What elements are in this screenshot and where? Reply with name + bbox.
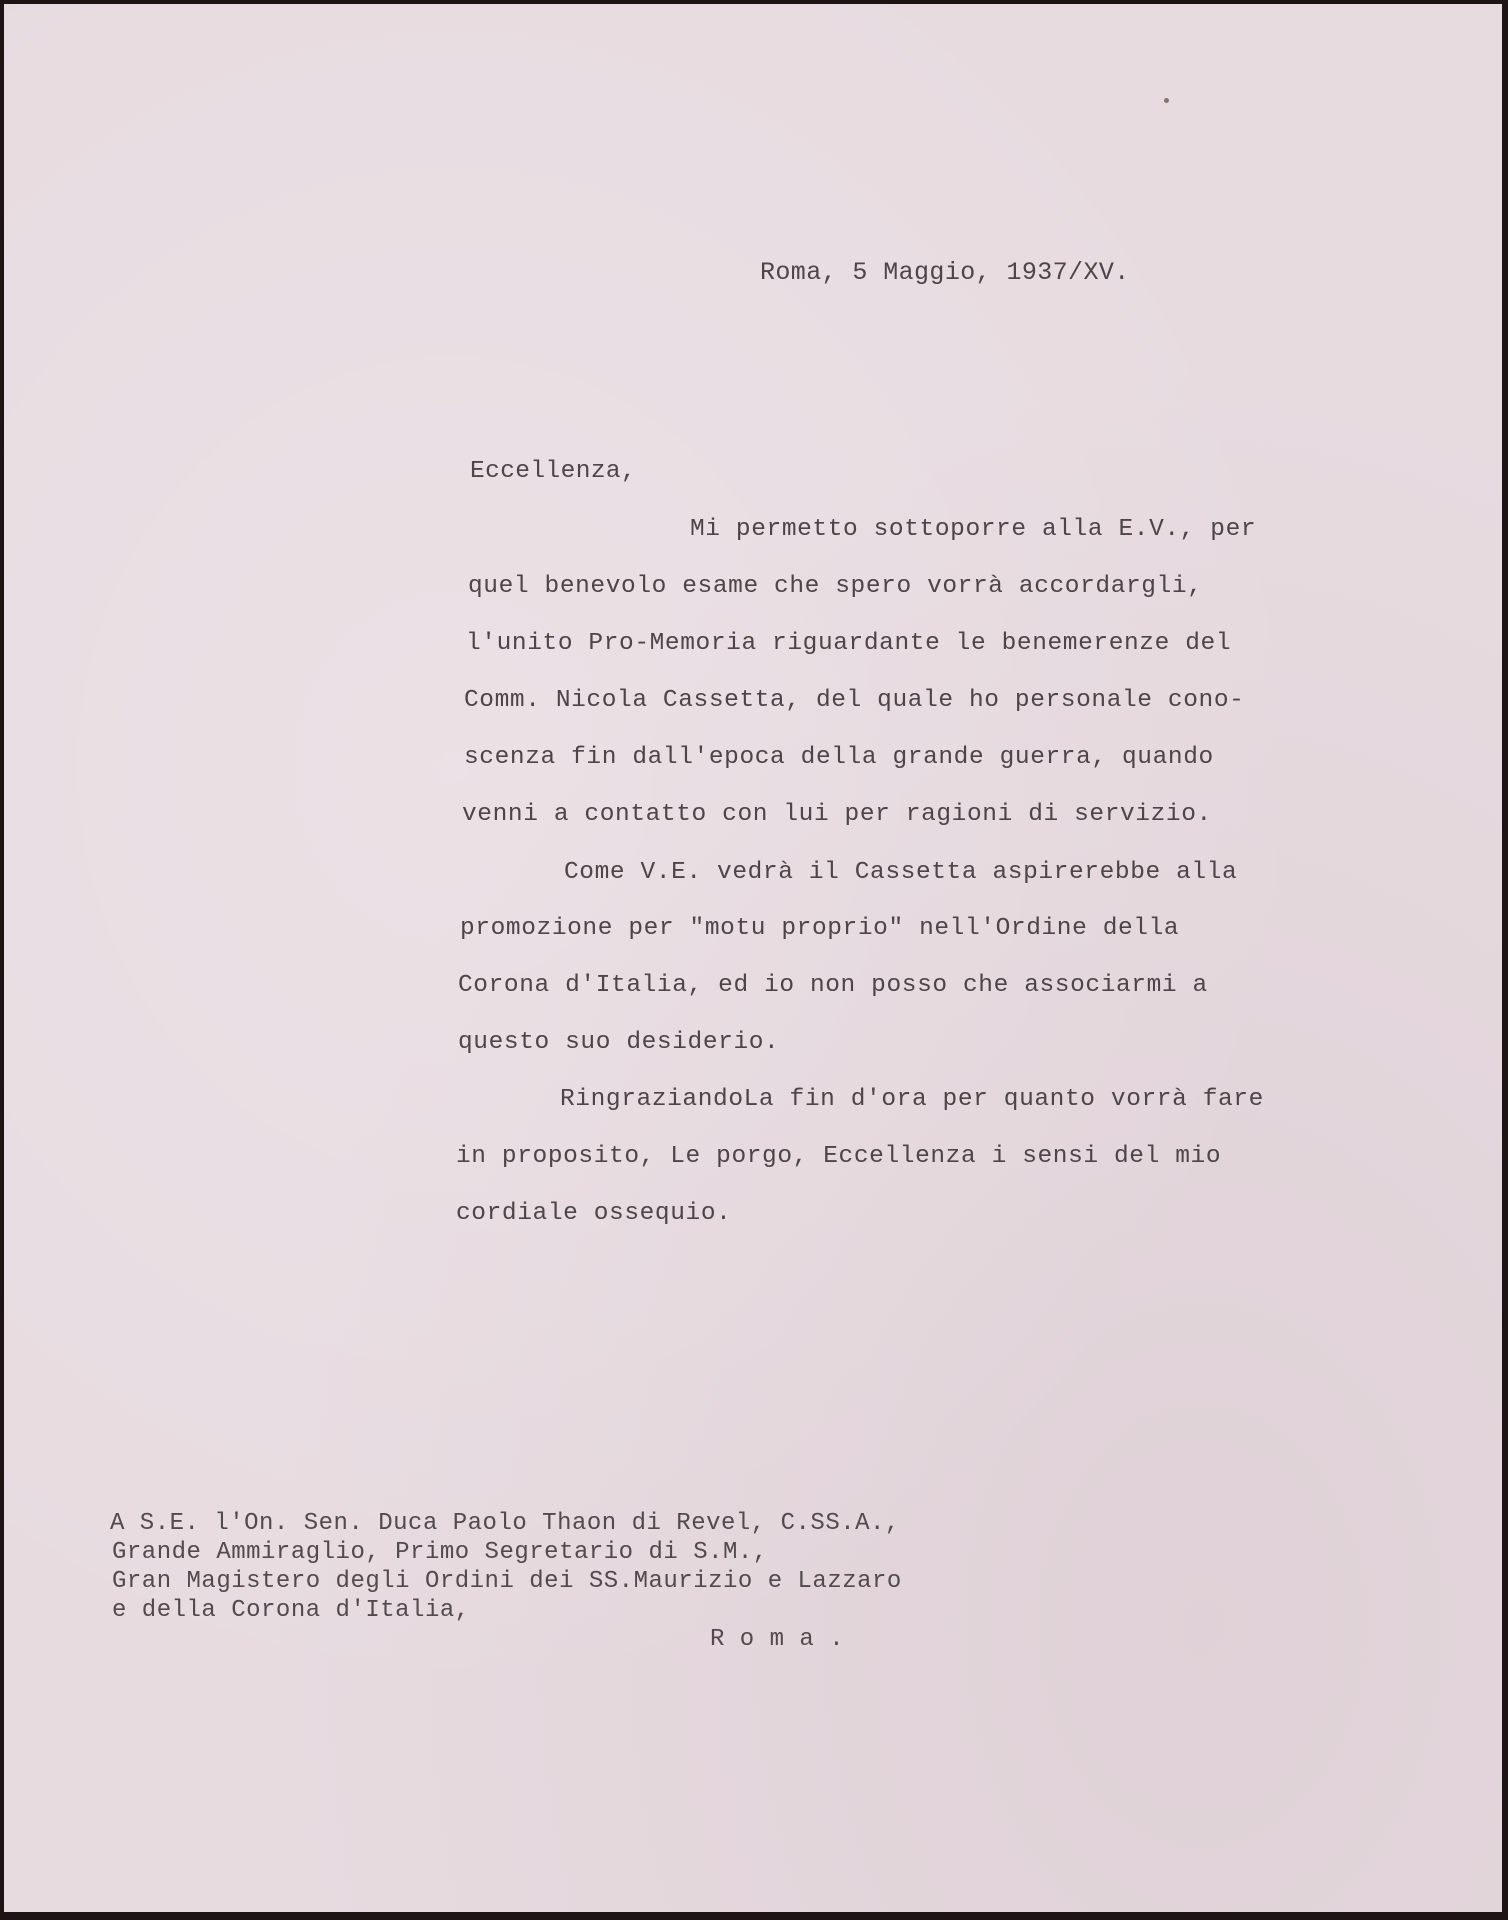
address-line: e della Corona d'Italia, — [112, 1597, 470, 1624]
body-line: Corona d'Italia, ed io non posso che associarmi a — [458, 972, 1208, 999]
address-line: Grande Ammiraglio, Primo Segretario di S.M., — [112, 1539, 768, 1566]
address-city: R o m a . — [710, 1626, 845, 1653]
paper-speck — [1164, 98, 1169, 103]
body-line: Mi permetto sottoporre alla E.V., per — [690, 516, 1257, 543]
letter-salutation: Eccellenza, — [470, 458, 637, 485]
body-line: cordiale ossequio. — [456, 1200, 732, 1227]
body-line: quel benevolo esame che spero vorrà accordargli, — [468, 573, 1203, 600]
body-line: RingraziandoLa fin d'ora per quanto vorrà fare — [560, 1086, 1264, 1113]
body-line: venni a contatto con lui per ragioni di servizio. — [462, 801, 1212, 828]
body-line: l'unito Pro-Memoria riguardante le benemerenze del — [466, 630, 1232, 657]
address-line: A S.E. l'On. Sen. Duca Paolo Thaon di Revel, C.SS.A., — [110, 1510, 900, 1537]
body-line: scenza fin dall'epoca della grande guerra, quando — [464, 744, 1214, 771]
body-line: questo suo desiderio. — [458, 1029, 780, 1056]
body-line: in proposito, Le porgo, Eccellenza i sensi del mio — [456, 1143, 1222, 1170]
letter-page — [4, 4, 1502, 1912]
body-line: Comm. Nicola Cassetta, del quale ho personale cono- — [464, 687, 1245, 714]
body-line: promozione per "motu proprio" nell'Ordine della — [460, 915, 1180, 942]
letter-date: Roma, 5 Maggio, 1937/XV. — [760, 258, 1130, 287]
address-line: Gran Magistero degli Ordini dei SS.Maurizio e Lazzaro — [112, 1568, 902, 1595]
body-line: Come V.E. vedrà il Cassetta aspirerebbe alla — [564, 859, 1238, 886]
